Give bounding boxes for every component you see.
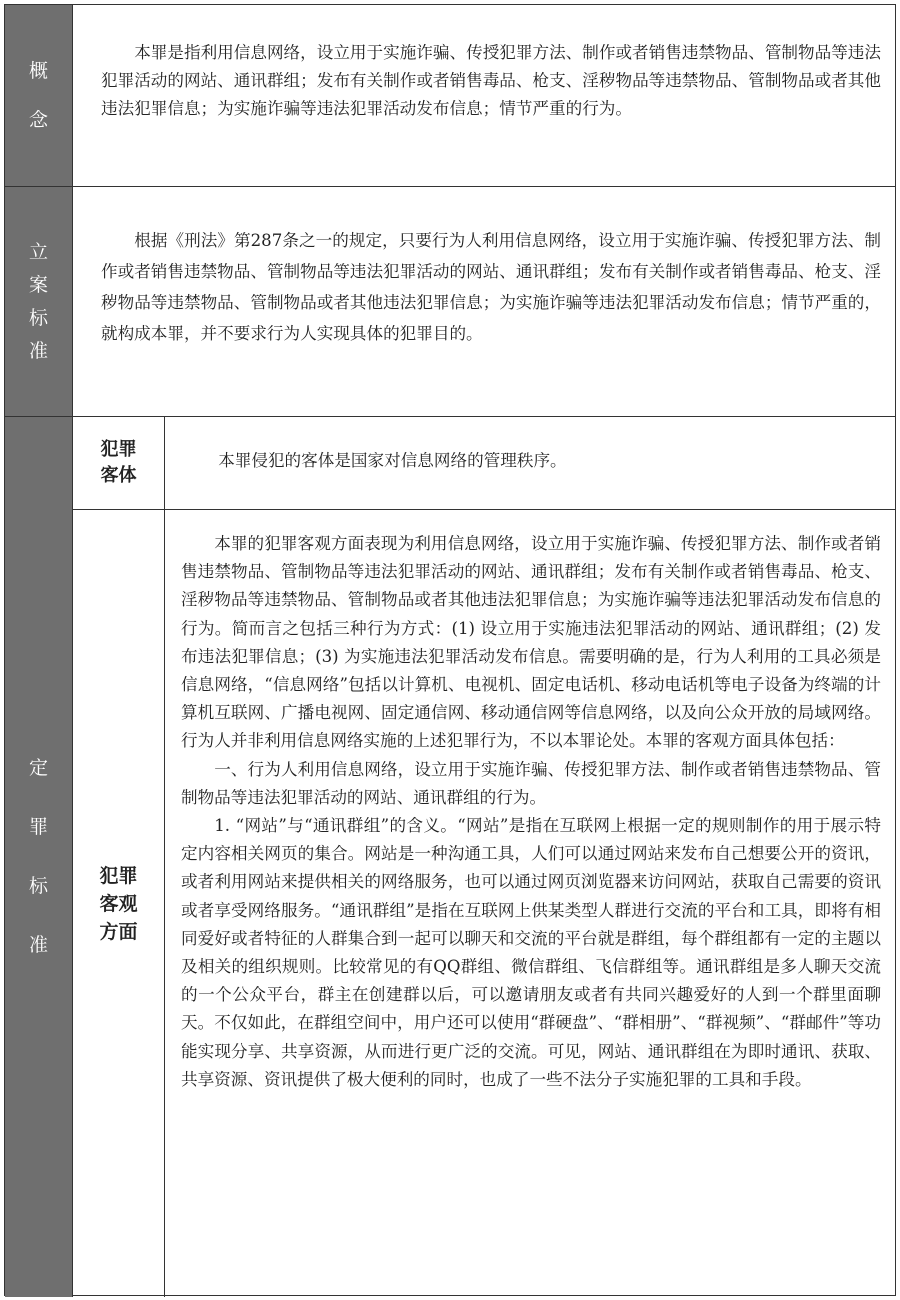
conviction-label [5, 417, 73, 1297]
legal-table [4, 4, 896, 1296]
crime-object-cell [165, 417, 895, 509]
conviction-label-char: 罪 [28, 816, 48, 838]
conviction-label-char: 定 [28, 757, 48, 779]
filing-label [5, 187, 73, 416]
crime-object-label-line: 客体 [100, 465, 137, 486]
concept-text: 本罪是指利用信息网络，设立用于实施诈骗、传授犯罪方法、制作或者销售违禁物品、管制物品等违法犯罪活动的网站、通讯群组；发布有关制作或者销售毒品、枪支、淫秽物品等违禁物品、管制物品或者其他违法犯罪信息；为实施诈骗等违法犯罪活动发布信息；情节严重的行为。 [101, 43, 881, 119]
filing-label-char: 标 [28, 306, 48, 329]
objective-aspect-cell [165, 510, 895, 1297]
crime-object-label [73, 417, 165, 509]
filing-label-char: 案 [28, 273, 48, 296]
objective-paragraph: 一、行为人利用信息网络，设立用于实施诈骗、传授犯罪方法、制作或者销售违禁物品、管制物品等违法犯罪活动的网站、通讯群组的行为。 [181, 759, 881, 807]
conviction-label-char: 准 [28, 934, 48, 956]
conviction-label-char: 标 [28, 875, 48, 897]
filing-label-char: 立 [28, 240, 48, 263]
concept-label-char: 念 [28, 108, 48, 131]
objective-aspect-label [73, 510, 165, 1297]
filing-cell [73, 187, 895, 416]
crime-object-row [73, 417, 895, 510]
concept-cell [73, 5, 895, 186]
objective-paragraph: 本罪的犯罪客观方面表现为利用信息网络，设立用于实施诈骗、传授犯罪方法、制作或者销售违禁物品、管制物品等违法犯罪活动的网站、通讯群组；发布有关制作或者销售毒品、枪支、淫秽物品等违禁物品、管制物品或者其他违法犯罪信息；为实施诈骗等违法犯罪活动发布信息的行为。简而言之包括三种行为方式：(1) 设立用于实施违法犯罪活动的网站、通讯群组；(2) 发布违法犯罪信息；(3) 为实施违法犯罪活动发布信息。需要明确的是，行为人利用的工具必须是信息网络，“信息网络”包括以计算机、电视机、固定电话机、移动电话机等电子设备为终端的计算机互联网、广播电视网、固定通信网、移动通信网等信息网络，以及向公众开放的局域网络。行为人并非利用信息网络实施的上述犯罪行为，不以本罪论处。本罪的客观方面具体包括： [181, 534, 881, 751]
concept-row [5, 5, 895, 187]
objective-paragraph: 1. “网站”与“通讯群组”的含义。“网站”是指在互联网上根据一定的规则制作的用于展示特定内容相关网页的集合。网站是一种沟通工具，人们可以通过网站来发布自己想要公开的资讯，或者利用网站来提供相关的网络服务，也可以通过网页浏览器来访问网站，获取自己需要的资讯或者享受网络服务。“通讯群组”是指在互联网上供某类型人群进行交流的平台和工具，即将有相同爱好或者特征的人群集合到一起可以聊天和交流的平台就是群组，每个群组都有一定的主题以及相关的组织规则。比较常见的有QQ群组、微信群组、飞信群组等。通讯群组是多人聊天交流的一个公众平台，群主在创建群以后，可以邀请朋友或者有共同兴趣爱好的人到一个群里面聊天。不仅如此，在群组空间中，用户还可以使用“群硬盘”、“群相册”、“群视频”、“群邮件”等功能实现分享、共享资源，从而进行更广泛的交流。可见，网站、通讯群组在为即时通讯、获取、共享资源、资讯提供了极大便利的同时，也成了一些不法分子实施犯罪的工具和手段。 [181, 816, 881, 1089]
filing-label-char: 准 [28, 339, 48, 362]
crime-object-text: 本罪侵犯的客体是国家对信息网络的管理秩序。 [218, 451, 567, 470]
objective-aspect-label-line: 犯罪 [99, 864, 138, 887]
objective-aspect-label-line: 方面 [99, 920, 138, 943]
conviction-row [5, 417, 895, 1297]
concept-label [5, 5, 73, 186]
filing-text: 根据《刑法》第287条之一的规定，只要行为人利用信息网络，设立用于实施诈骗、传授犯罪方法、制作或者销售违禁物品、管制物品等违法犯罪活动的网站、通讯群组；发布有关制作或者销售毒品、枪支、淫秽物品等违禁物品、管制物品或者其他违法犯罪信息；为实施诈骗等违法犯罪活动发布信息；情节严重的，就构成本罪，并不要求行为人实现具体的犯罪目的。 [101, 231, 881, 343]
crime-object-label-line: 犯罪 [100, 439, 137, 460]
objective-aspect-label-line: 客观 [99, 892, 138, 915]
filing-row [5, 187, 895, 417]
objective-aspect-row [73, 510, 895, 1297]
concept-label-char: 概 [28, 59, 48, 82]
conviction-cell [73, 417, 895, 1297]
